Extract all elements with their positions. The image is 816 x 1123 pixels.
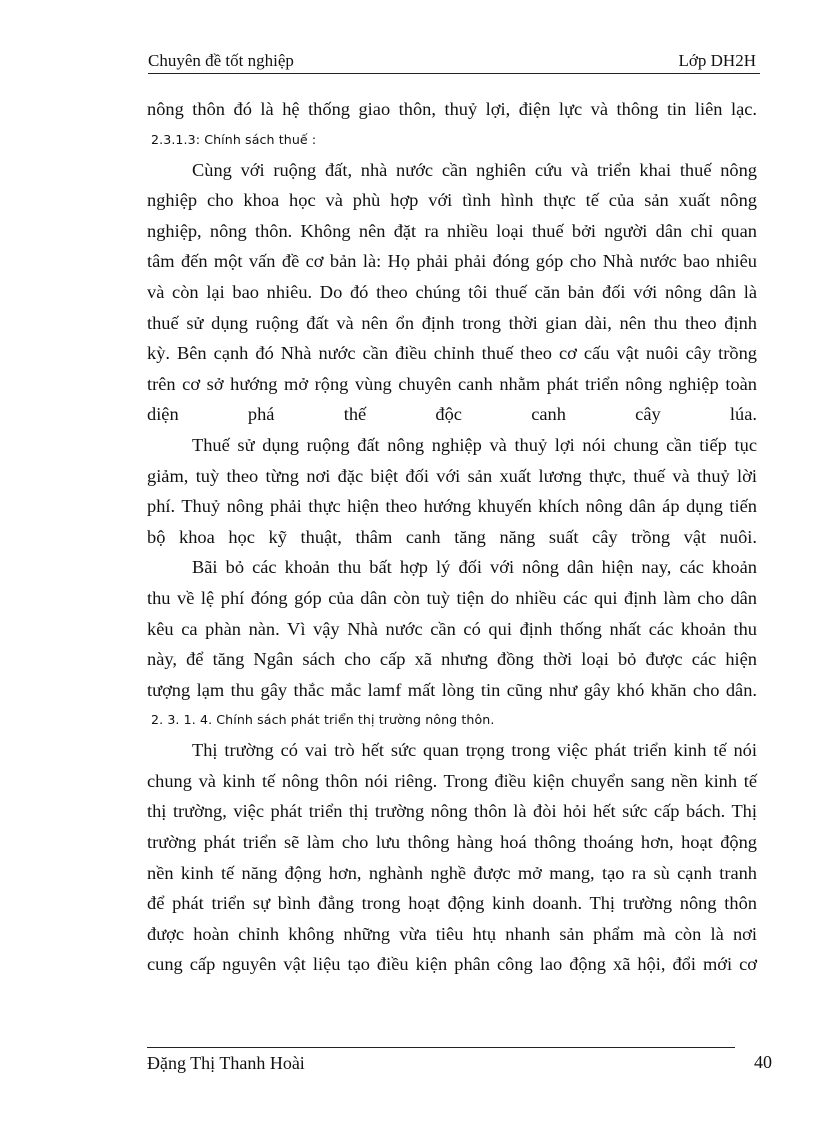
paragraph-line: bộ khoa học kỹ thuật, thâm canh tăng năng suất cây trồng vật nuôi.: [147, 526, 757, 547]
paragraph-line: chung và kinh tế nông thôn nói riêng. Trong điều kiện chuyển sang nền kinh tế: [147, 770, 757, 791]
paragraph-line: để phát triển sự bình đẳng trong hoạt động kinh doanh. Thị trường nông thôn: [147, 893, 757, 914]
body-line: nông thôn đó là hệ thống giao thôn, thuỷ lợi, điện lực và thông tin liên lạc.: [147, 99, 757, 119]
paragraph-line: Thuế sử dụng ruộng đất nông nghiệp và thuỷ lợi nói chung cần tiếp tục: [192, 434, 757, 455]
page-content: [147, 94, 757, 980]
paragraph-line: này, để tăng Ngân sách cho cấp xã nhưng đồng thời loại bỏ được các hiện: [147, 649, 757, 670]
paragraph-line: giảm, tuỳ theo từng nơi đặc biệt đối với sản xuất lương thực, thuế và thuỷ lời: [147, 465, 757, 486]
paragraph-line: nghiệp, nông thôn. Không nên đặt ra nhiều loại thuế bởi người dân chỉ quan: [147, 220, 757, 241]
paragraph-line: tâm đến một vấn đề cơ bản là: Họ phải phải đóng góp cho Nhà nước bao nhiêu: [147, 251, 757, 272]
footer-divider: [147, 1047, 735, 1048]
paragraph-line: kỳ. Bên cạnh đó Nhà nước cần điều chỉnh thuế theo cơ cấu vật nuôi cây trồng: [147, 343, 757, 364]
paragraph-line: thị trường, việc phát triển thị trường nông thôn là đòi hỏi hết sức cấp bách. Thị: [147, 801, 757, 822]
paragraph-line: cung cấp nguyên vật liệu tạo điều kiện phân công lao động xã hội, đổi mới cơ: [147, 954, 757, 975]
paragraph-line: kêu ca phàn nàn. Vì vậy Nhà nước cần có qui định thống nhất các khoản thu: [147, 618, 757, 639]
paragraph-line: nền kinh tế năng động hơn, nghành nghề được mở mang, tạo ra sù cạnh tranh: [147, 862, 757, 883]
paragraph-line: và còn lại bao nhiêu. Do đó theo chúng tôi thuế căn bản đối với nông dân là: [147, 281, 757, 302]
paragraph-line: được hoàn chỉnh không những vừa tiêu htụ nhanh sản phẩm mà còn là nơi: [147, 923, 757, 944]
paragraph-tax-policy: [147, 155, 757, 430]
footer-author: Đặng Thị Thanh Hoài: [147, 1053, 305, 1073]
section-heading-2-3-1-4: 2. 3. 1. 4. Chính sách phát triển thị trường nông thôn.: [151, 712, 495, 728]
paragraph-land-tax: [147, 430, 757, 552]
paragraph-line: Cùng với ruộng đất, nhà nước cần nghiên cứu và triển khai thuế nông: [192, 159, 757, 180]
paragraph-market: [147, 735, 757, 980]
paragraph-line: Bãi bỏ các khoản thu bất hợp lý đối với nông dân hiện nay, các khoản: [192, 557, 757, 578]
paragraph-line: trường phát triển sẽ làm cho lưu thông hàng hoá thông thoáng hơn, hoạt động: [147, 832, 757, 853]
paragraph-line: Thị trường có vai trò hết sức quan trọng trong việc phát triển kinh tế nói: [192, 740, 757, 761]
page-number: 40: [754, 1052, 772, 1072]
header-title: Chuyên đề tốt nghiệp: [148, 51, 294, 70]
paragraph-line: nghiệp cho khoa học và phù hợp với tình hình thực tế của sản xuất nông: [147, 190, 757, 211]
paragraph-line: thu về lệ phí đóng góp của dân còn tuỳ tiện do nhiều các qui định làm cho dân: [147, 587, 757, 608]
paragraph-line: diện phá thế độc canh cây lúa.: [147, 404, 757, 425]
page-header: [148, 47, 760, 74]
paragraph-line: trên cơ sở hướng mở rộng vùng chuyên canh nhằm phát triển nông nghiệp toàn: [147, 373, 757, 394]
paragraph-line: thuế sử dụng ruộng đất và nên ổn định trong thời gian dài, nên thu theo định: [147, 312, 757, 333]
paragraph-line: tượng lạm thu gây thắc mắc lamf mất lòng tin cũng như gây khó khăn cho dân.: [147, 679, 757, 700]
section-heading-2-3-1-3: 2.3.1.3: Chính sách thuế :: [151, 131, 317, 147]
paragraph-fees: [147, 552, 757, 705]
paragraph-line: phí. Thuỷ nông phải thực hiện theo hướng khuyến khích nông dân áp dụng tiến: [147, 496, 757, 517]
header-class: Lớp DH2H: [678, 51, 756, 70]
